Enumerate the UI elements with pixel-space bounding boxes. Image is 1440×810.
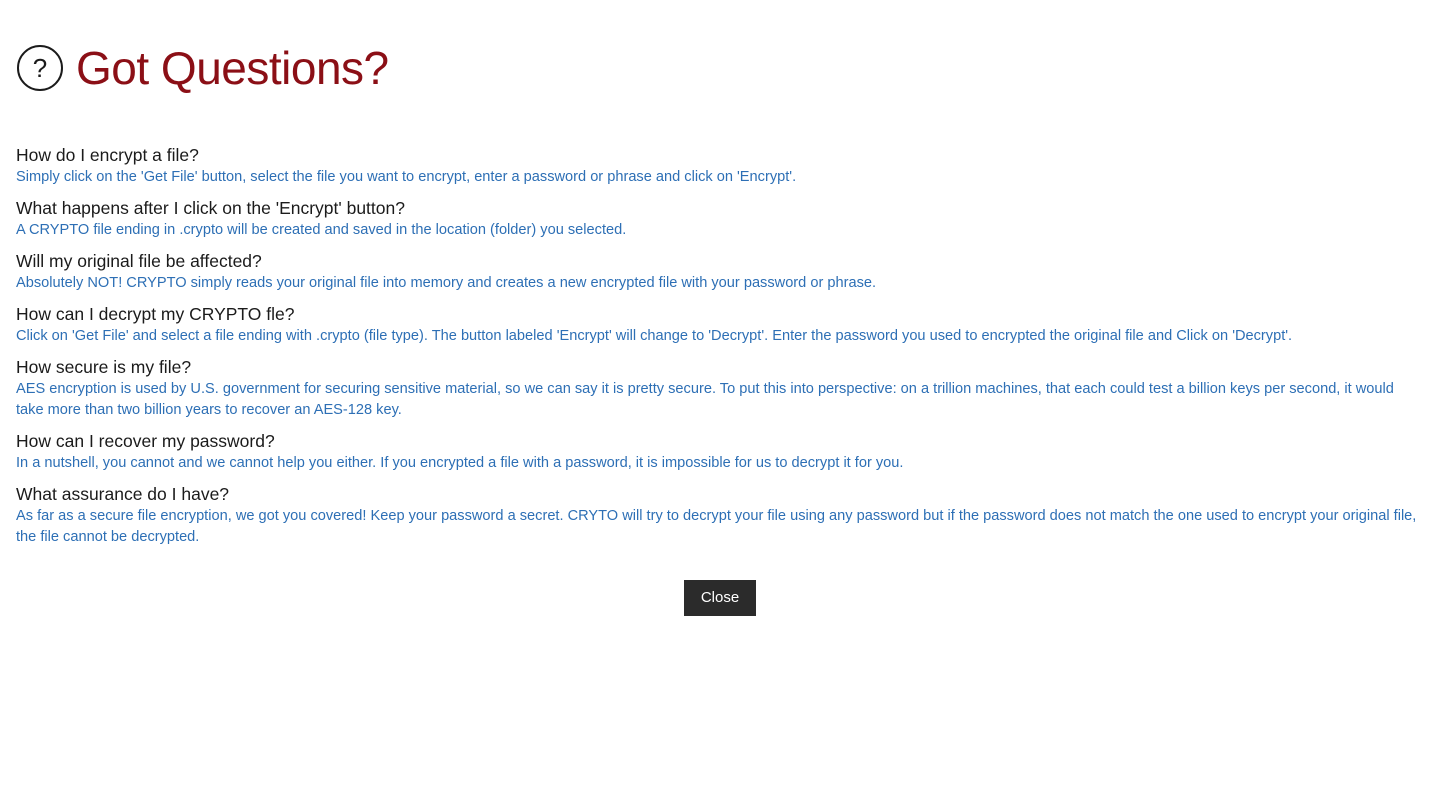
faq-answer: A CRYPTO file ending in .crypto will be created and saved in the location (folder) you selected. [16,222,627,239]
faq-answer: In a nutshell, you cannot and we cannot help you either. If you encrypted a file with a password, it is impossible for us to decrypt it for you. [16,455,904,472]
faq-item [16,197,1424,241]
faq-question: What assurance do I have? [16,484,230,504]
faq-answer: Simply click on the 'Get File' button, select the file you want to encrypt, enter a password or phrase and click on 'Encrypt'. [16,169,797,186]
faq-answer: As far as a secure file encryption, we got you covered! Keep your password a secret. CRYTO will try to decrypt your file using any password but if the password does not match the one used to encrypt your original file, the file cannot be decrypted. [16,508,1417,546]
faq-answer: Absolutely NOT! CRYPTO simply reads your original file into memory and creates a new encrypted file with your password or phrase. [16,275,877,292]
faq-item [16,303,1424,347]
question-mark-circle-icon [16,44,64,92]
faq-question: How secure is my file? [16,357,192,378]
faq-answer: Click on 'Get File' and select a file ending with .crypto (file type). The button labeled 'Encrypt' will change to 'Decrypt'. Enter the password you used to encrypted the original file and Click on 'Decrypt'. [16,328,1293,345]
page-title: Got Questions? [76,41,389,94]
faq-question: How do I encrypt a file? [16,144,199,165]
svg-text:?: ? [32,52,48,83]
faq-question: Will my original file be affected? [16,250,262,271]
faq-list [16,144,1424,548]
faq-question: How can I recover my password? [16,430,275,451]
faq-item [16,250,1424,294]
close-button[interactable]: Close [684,580,756,616]
faq-question: What happens after I click on the 'Encrypt' button? [16,197,405,218]
page-header [16,14,1424,122]
faq-item [16,144,1424,188]
dialog-footer [16,580,1424,616]
faq-item [16,430,1424,474]
faq-question: How can I decrypt my CRYPTO fle? [16,303,295,324]
faq-answer: AES encryption is used by U.S. government for securing sensitive material, so we can say it is pretty secure. To put this into perspective: on a trillion machines, that each could test a billion keys per second, it would take more than two billion years to recover an AES-128 key. [16,381,1394,419]
faq-item [16,356,1424,421]
faq-item [16,483,1424,548]
